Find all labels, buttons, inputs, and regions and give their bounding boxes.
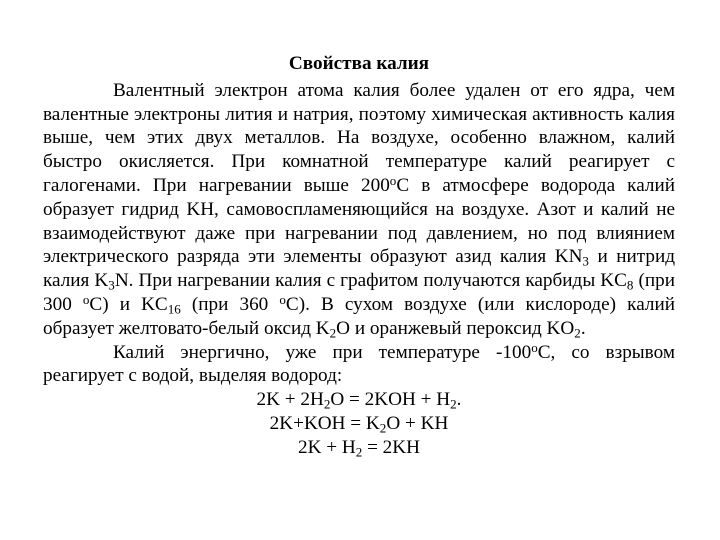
text-segment: C) и KC xyxy=(89,293,168,315)
degree-sign: o xyxy=(531,339,538,355)
degree-sign: o xyxy=(82,292,90,308)
equation-water xyxy=(43,388,675,412)
text-segment: (при 360 xyxy=(180,293,280,315)
text-segment: N. При нагревании калия с графитом получаются карбиды KC xyxy=(114,270,627,292)
text-segment: C). В сухом воздухе (или кислороде) калий образует желтовато-белый оксид K xyxy=(43,293,675,339)
subscript: 2 xyxy=(450,396,457,412)
equation-part: = 2KH xyxy=(362,436,420,458)
subscript: 2 xyxy=(379,420,387,436)
text-segment: Калий энергично, уже при температуре -100 xyxy=(113,341,532,363)
equation-part: 2K + 2H xyxy=(256,389,324,411)
degree-sign: o xyxy=(389,173,397,189)
text-segment: и нитрид калия K xyxy=(43,246,675,292)
text-segment: C в атмосфере водорода калий образует гидрид KH, самовоспламеняющийся на воздухе. Азот и калий не взаимодействуют даже при нагревании под давлением, но под влиянием электрического разряда эти элементы образуют азид калия KN xyxy=(43,174,675,268)
degree-sign: o xyxy=(279,292,286,308)
equation-part: O + KH xyxy=(386,412,449,434)
equation-part: . xyxy=(456,389,462,411)
subscript: 2 xyxy=(355,444,363,459)
text-segment: Валентный электрон атома калия более удален от его ядра, чем валентные электроны лития и натрия, поэтому химическая активность калия выше, чем этих двух металлов. На воздухе, особенно влажном, калий быстро окисляется. При комнатной температуре калий реагирует с галогенами. При нагревании выше 200 xyxy=(43,79,675,196)
subscript: 3 xyxy=(582,253,589,269)
document-page xyxy=(43,52,675,460)
subscript: 2 xyxy=(574,325,581,341)
subscript: 2 xyxy=(329,325,337,341)
text-segment: (при 300 xyxy=(43,270,675,315)
paragraph-water-reaction xyxy=(43,341,675,389)
text-segment: . xyxy=(580,317,586,339)
document-title: Свойства калия xyxy=(288,53,430,74)
equation-hydroxide xyxy=(43,412,675,436)
equation-hydride xyxy=(43,436,675,460)
subscript: 3 xyxy=(108,277,115,293)
equation-part: 2K+KOH = K xyxy=(269,412,380,434)
subscript: 16 xyxy=(167,301,181,317)
equation-part: 2K + H xyxy=(298,436,356,458)
text-segment: O и оранжевый пероксид KO xyxy=(336,317,575,339)
equation-part: O = 2KOH + H xyxy=(330,389,451,411)
paragraph-potassium-properties xyxy=(43,79,675,341)
subscript: 2 xyxy=(323,396,331,412)
subscript: 8 xyxy=(626,277,634,293)
text-segment: C, со взрывом реагирует с водой, выделяя водород: xyxy=(43,341,675,387)
